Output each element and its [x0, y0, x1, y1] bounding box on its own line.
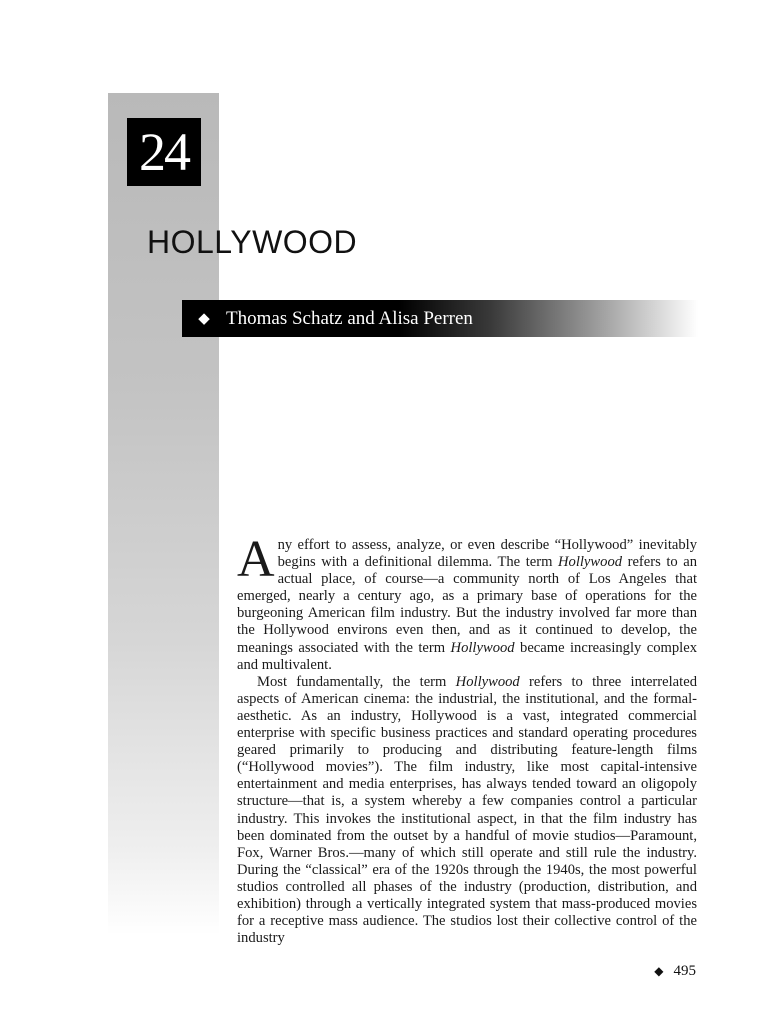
text-run: became increasingly complex and multivalent. — [237, 639, 697, 673]
text-run: refers to three interrelated aspects of American cinema: the industrial, the institutional, and the formal-aesthetic. As an industry, Hollywood is a vast, integrated commercial enterprise with specific business practices and standard operating procedures geared primarily to producing and distributing feature-length films (“Hollywood movies”). The film industry, like most capital-intensive entertainment and media enterprises, has always tended toward an oligopoly structure—that is, a system whereby a few companies control a particular industry. This invokes the institutional aspect, in that the film industry has been dominated from the outset by a handful of movie studios—Paramount, Fox, Warner Bros.—many of which still operate and still rule the industry. During the “classical” era of the 1920s through the 1940s, the most powerful studios controlled all phases of the industry (production, distribution, and exhibition) through a vertically integrated system that mass-produced movies for a receptive mass audience. The studios lost their collective control of the industry — [237, 673, 697, 947]
page-number: 495 — [673, 963, 696, 979]
paragraph-1 — [237, 531, 697, 674]
drop-cap: A — [237, 531, 275, 588]
text-run: Most fundamentally, the term — [257, 673, 456, 690]
side-band — [108, 93, 219, 935]
diamond-icon: ◆ — [198, 311, 210, 327]
body-text — [237, 531, 697, 947]
diamond-icon: ◆ — [654, 964, 664, 978]
chapter-number — [127, 118, 201, 186]
author-bar — [182, 300, 698, 337]
italic-term: Hollywood — [557, 554, 623, 571]
italic-term: Hollywood — [455, 673, 520, 690]
chapter-number-text: 24 — [139, 122, 189, 182]
author-names: Thomas Schatz and Alisa Perren — [226, 307, 473, 329]
italic-term: Hollywood — [450, 639, 515, 656]
paragraph-2 — [237, 674, 697, 948]
text-run: ny effort to assess, analyze, or even describe “Hollywood” inevitably begins with a definitional dilemma. The term — [277, 537, 697, 571]
page-folio — [654, 963, 696, 980]
text-run: refers to an actual place, of course—a community north of Los Angeles that emerged, nearly a century ago, as a primary base of operations for the burgeoning American film industry. But the industry involved far more than the Hollywood environs even then, and as it continued to develop, the meanings associated with the term — [237, 554, 697, 656]
chapter-title: HOLLYWOOD — [147, 224, 358, 260]
